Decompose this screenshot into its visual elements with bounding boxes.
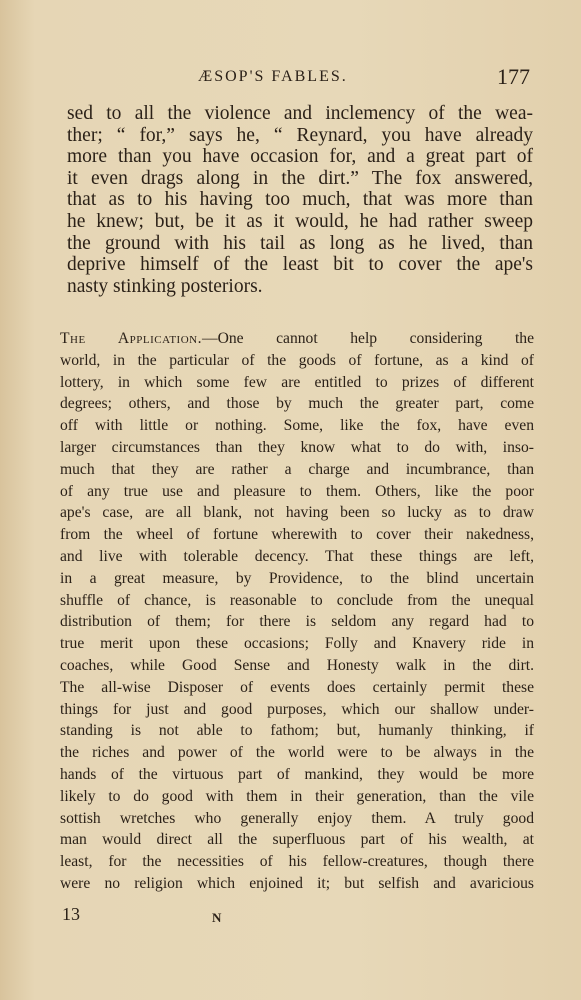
signature-mark: 13 [62,904,80,924]
text-line: larger circumstances than they know what to do with, inso- [60,438,534,456]
running-title: ÆSOP'S FABLES. [198,68,348,85]
page-number: 177 [497,64,530,89]
text-line [60,328,534,350]
gathering-letter: N [212,910,222,925]
text-line: true merit upon these occasions; Folly and Knavery ride in [60,635,534,653]
text-line: and live with tolerable decency. That these things are left, [60,547,534,565]
text-line: shuffle of chance, is reasonable to conclude from the unequal [60,591,534,609]
text-line: the ground with his tail as long as he lived, than [67,232,533,254]
fable-paragraph [67,103,533,297]
text-line: it even drags along in the dirt.” The fox answered, [67,167,533,189]
text-line: from the wheel of fortune wherewith to cover their nakedness, [60,526,534,544]
text-line: standing is not able to fathom; but, humanly thinking, if [60,722,534,740]
text-line: much that they are rather a charge and incumbrance, than [60,460,534,478]
text-line-rest: —One cannot help considering the [202,330,534,347]
text-line: of any true use and pleasure to them. Others, like the poor [60,482,534,500]
application-paragraph [60,328,534,895]
text-line: nasty stinking posteriors. [67,275,263,297]
text-line: degrees; others, and those by much the greater part, come [60,395,534,413]
text-line: ther; “ for,” says he, “ Reynard, you have already [67,124,533,146]
text-line: things for just and good purposes, which our shallow under- [60,700,534,718]
text-line: that as to his having too much, that was more than [67,189,533,211]
text-line: off with little or nothing. Some, like the fox, have even [60,417,534,435]
text-line: were no religion which enjoined it; but selfish and avaricious [60,874,534,892]
text-line: least, for the necessities of his fellow-creatures, though there [60,853,534,871]
text-line: the riches and power of the world were to be always in the [60,744,534,762]
text-line: distribution of them; for there is seldom any regard had to [60,613,534,631]
text-line: sed to all the violence and inclemency of the wea- [67,103,533,124]
text-line: sottish wretches who generally enjoy them. A truly good [60,809,534,827]
text-line: world, in the particular of the goods of fortune, as a kind of [60,351,534,369]
text-line: ape's case, are all blank, not having been so lucky as to draw [60,504,534,522]
text-line: The all-wise Disposer of events does certainly permit these [60,678,534,696]
text-line: in a great measure, by Providence, to the blind uncertain [60,569,534,587]
text-line: likely to do good with them in their generation, than the vile [60,787,534,805]
text-line: he knew; but, be it as it would, he had rather sweep [67,210,533,232]
running-head [60,64,530,92]
text-line: hands of the virtuous part of mankind, they would be more [60,765,534,783]
text-line: man would direct all the superfluous part of his wealth, at [60,831,534,849]
text-line: coaches, while Good Sense and Honesty walk in the dirt. [60,656,534,674]
application-heading: The Application. [60,330,202,347]
text-line: deprive himself of the least bit to cover the ape's [67,254,533,276]
text-line: more than you have occasion for, and a great part of [67,146,533,168]
text-line: lottery, in which some few are entitled to prizes of different [60,373,534,391]
